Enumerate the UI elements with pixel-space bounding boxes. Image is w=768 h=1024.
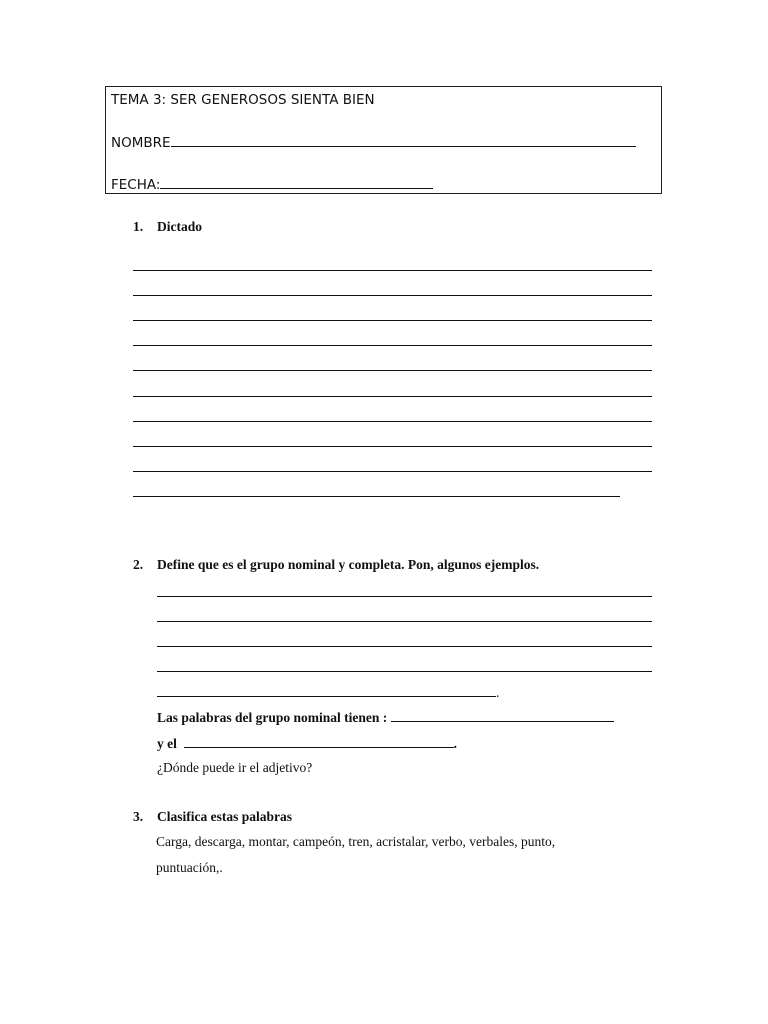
name-label: NOMBRE [111, 135, 171, 151]
dictation-line[interactable] [133, 421, 652, 422]
dictation-line[interactable] [133, 496, 620, 497]
answer-line[interactable] [157, 671, 652, 672]
question-2-text: Define que es el grupo nominal y completa. Pon, algunos ejemplos. [157, 557, 540, 572]
words-prompt-line [157, 709, 614, 726]
question-3-text: Clasifica estas palabras [157, 809, 292, 824]
question-2-title [133, 557, 539, 573]
words-prompt: Las palabras del grupo nominal tienen : [157, 710, 388, 725]
dictation-line[interactable] [133, 295, 652, 296]
name-field[interactable] [171, 135, 636, 147]
question-1-number: 1. [133, 219, 144, 234]
date-label: FECHA: [111, 177, 161, 193]
answer-line[interactable] [157, 646, 652, 647]
question-3-number: 3. [133, 809, 144, 824]
words-list-line-1: Carga, descarga, montar, campeón, tren, acristalar, verbo, verbales, punto, [156, 834, 556, 849]
date-field[interactable] [160, 177, 433, 189]
and-line [157, 735, 457, 752]
date-line [111, 177, 433, 193]
answer-line[interactable] [157, 596, 652, 597]
dictation-line[interactable] [133, 270, 652, 271]
header-box [105, 86, 662, 194]
answer-period: . [496, 685, 500, 700]
answer-line-last [157, 684, 499, 701]
question-1-title [133, 219, 202, 235]
answer-blank[interactable] [157, 684, 496, 697]
and-blank[interactable] [184, 735, 454, 748]
words-list-line-2: puntuación,. [156, 860, 223, 875]
dictation-line[interactable] [133, 370, 652, 371]
and-label: y el [157, 736, 177, 751]
question-1-text: Dictado [157, 219, 202, 234]
dictation-line[interactable] [133, 345, 652, 346]
name-line [111, 135, 636, 151]
answer-line[interactable] [157, 621, 652, 622]
and-period: . [453, 736, 457, 751]
adjective-question: ¿Dónde puede ir el adjetivo? [157, 760, 313, 775]
dictation-line[interactable] [133, 446, 652, 447]
words-blank[interactable] [391, 709, 614, 722]
dictation-line[interactable] [133, 471, 652, 472]
dictation-line[interactable] [133, 396, 652, 397]
topic-title: TEMA 3: SER GENEROSOS SIENTA BIEN [111, 92, 375, 108]
question-2-number: 2. [133, 557, 144, 572]
question-3-title [133, 809, 292, 825]
dictation-line[interactable] [133, 320, 652, 321]
